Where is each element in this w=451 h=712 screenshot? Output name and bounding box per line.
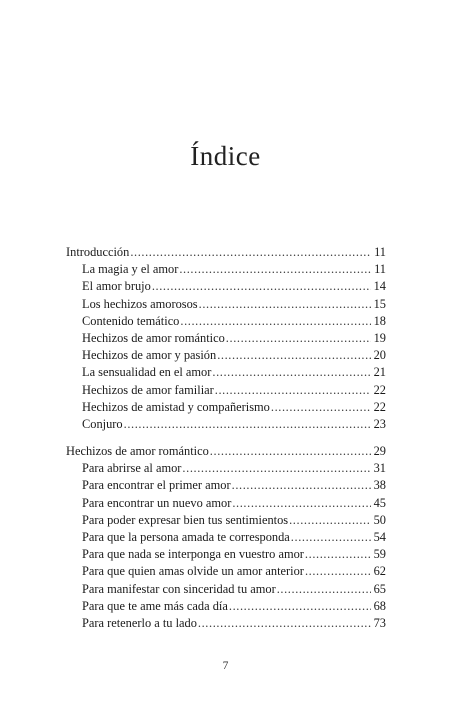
page-number: 7	[222, 660, 229, 672]
toc-entry-label: Hechizos de amor y pasión	[82, 348, 217, 363]
toc-page-number: 22	[373, 399, 386, 414]
dot-leader	[182, 460, 370, 477]
toc-page-number: 11	[374, 245, 386, 259]
toc-page-number: 22	[373, 382, 386, 397]
dot-leader	[217, 347, 370, 364]
toc-page-number: 18	[373, 313, 386, 328]
toc-entry-label: Para que nada se interponga en vuestro amor	[82, 547, 304, 562]
toc-page-number: 68	[373, 598, 386, 613]
toc-page-number: 15	[373, 296, 386, 311]
dot-leader	[232, 495, 370, 512]
toc-entry	[66, 313, 386, 330]
toc-entry	[66, 563, 386, 580]
dot-leader	[124, 416, 371, 433]
toc-entry	[66, 460, 386, 477]
toc-entry-label: Para poder expresar bien tus sentimientos	[82, 512, 289, 527]
toc-entry	[66, 416, 386, 433]
dot-leader	[271, 399, 371, 416]
toc-entry-label: Para que quien amas olvide un amor anterior	[82, 564, 304, 579]
toc-section-introduccion	[66, 244, 386, 433]
toc-page-number: 50	[373, 512, 386, 527]
toc-entry-label: Conjuro	[82, 416, 123, 431]
toc-entry	[66, 581, 386, 598]
toc-page-number: 54	[373, 529, 386, 544]
toc-entry	[66, 546, 386, 563]
toc-entry	[66, 382, 386, 399]
toc-entry	[66, 278, 386, 295]
dot-leader	[232, 477, 371, 494]
toc-entry-label: Contenido temático	[82, 313, 180, 328]
toc-entry	[66, 347, 386, 364]
toc-page-number: 31	[373, 461, 386, 476]
dot-leader	[229, 598, 371, 615]
toc-entry	[66, 529, 386, 546]
toc-page-number: 11	[374, 262, 386, 277]
toc-entry-label: La sensualidad en el amor	[82, 365, 212, 380]
toc-entry	[66, 615, 386, 632]
toc-heading	[66, 443, 386, 460]
dot-leader	[180, 313, 370, 330]
toc-page-number: 62	[373, 564, 386, 579]
toc-page-number: 20	[373, 348, 386, 363]
toc-page-number: 73	[373, 615, 386, 630]
toc-entry	[66, 261, 386, 278]
toc-heading	[66, 244, 386, 261]
toc-entry	[66, 495, 386, 512]
toc-entry-label: Para encontrar un nuevo amor	[82, 495, 232, 510]
toc-page-number: 21	[373, 365, 386, 380]
toc-entry-label: El amor brujo	[82, 279, 151, 294]
dot-leader	[212, 364, 370, 381]
toc-entry	[66, 296, 386, 313]
dot-leader	[152, 278, 371, 295]
toc-page-number: 59	[373, 547, 386, 562]
toc-entry	[66, 477, 386, 494]
toc-entry	[66, 364, 386, 381]
toc-page-number: 45	[373, 495, 386, 510]
toc-entry-label: Hechizos de amor romántico	[82, 330, 225, 345]
toc-entry	[66, 598, 386, 615]
dot-leader	[277, 581, 371, 598]
toc-entry	[66, 330, 386, 347]
dot-leader	[130, 244, 371, 261]
dot-leader	[305, 563, 371, 580]
toc-entry-label: Para encontrar el primer amor	[82, 478, 231, 493]
toc-page-number: 38	[373, 478, 386, 493]
toc-entry-label: Para que la persona amada te corresponda	[82, 529, 290, 544]
toc-entry-label: Para retenerlo a tu lado	[82, 615, 197, 630]
toc-entry-label: La magia y el amor	[82, 262, 179, 277]
dot-leader	[289, 512, 371, 529]
dot-leader	[226, 330, 371, 347]
toc-entry-label: Para abrirse al amor	[82, 461, 182, 476]
toc-page-number: 19	[373, 330, 386, 345]
toc-page-number: 65	[373, 581, 386, 596]
dot-leader	[199, 296, 371, 313]
toc-entry-label: Introducción	[66, 245, 130, 259]
toc-entry	[66, 399, 386, 416]
toc-entry-label: Hechizos de amor romántico	[66, 444, 209, 458]
dot-leader	[179, 261, 371, 278]
dot-leader	[291, 529, 371, 546]
toc-entry-label: Hechizos de amistad y compañerismo	[82, 399, 270, 414]
toc-entry	[66, 512, 386, 529]
toc-entry-label: Para que te ame más cada día	[82, 598, 228, 613]
dot-leader	[305, 546, 371, 563]
dot-leader	[215, 382, 371, 399]
toc-page-number: 29	[373, 444, 386, 458]
page-title: Índice	[190, 141, 261, 171]
toc-page-number: 14	[373, 279, 386, 294]
toc-entry-label: Los hechizos amorosos	[82, 296, 198, 311]
dot-leader	[210, 443, 371, 460]
dot-leader	[198, 615, 371, 632]
toc-page-number: 23	[373, 416, 386, 431]
toc-entry-label: Para manifestar con sinceridad tu amor	[82, 581, 276, 596]
toc-entry-label: Hechizos de amor familiar	[82, 382, 214, 397]
toc-section-hechizos-romantico	[66, 443, 386, 632]
